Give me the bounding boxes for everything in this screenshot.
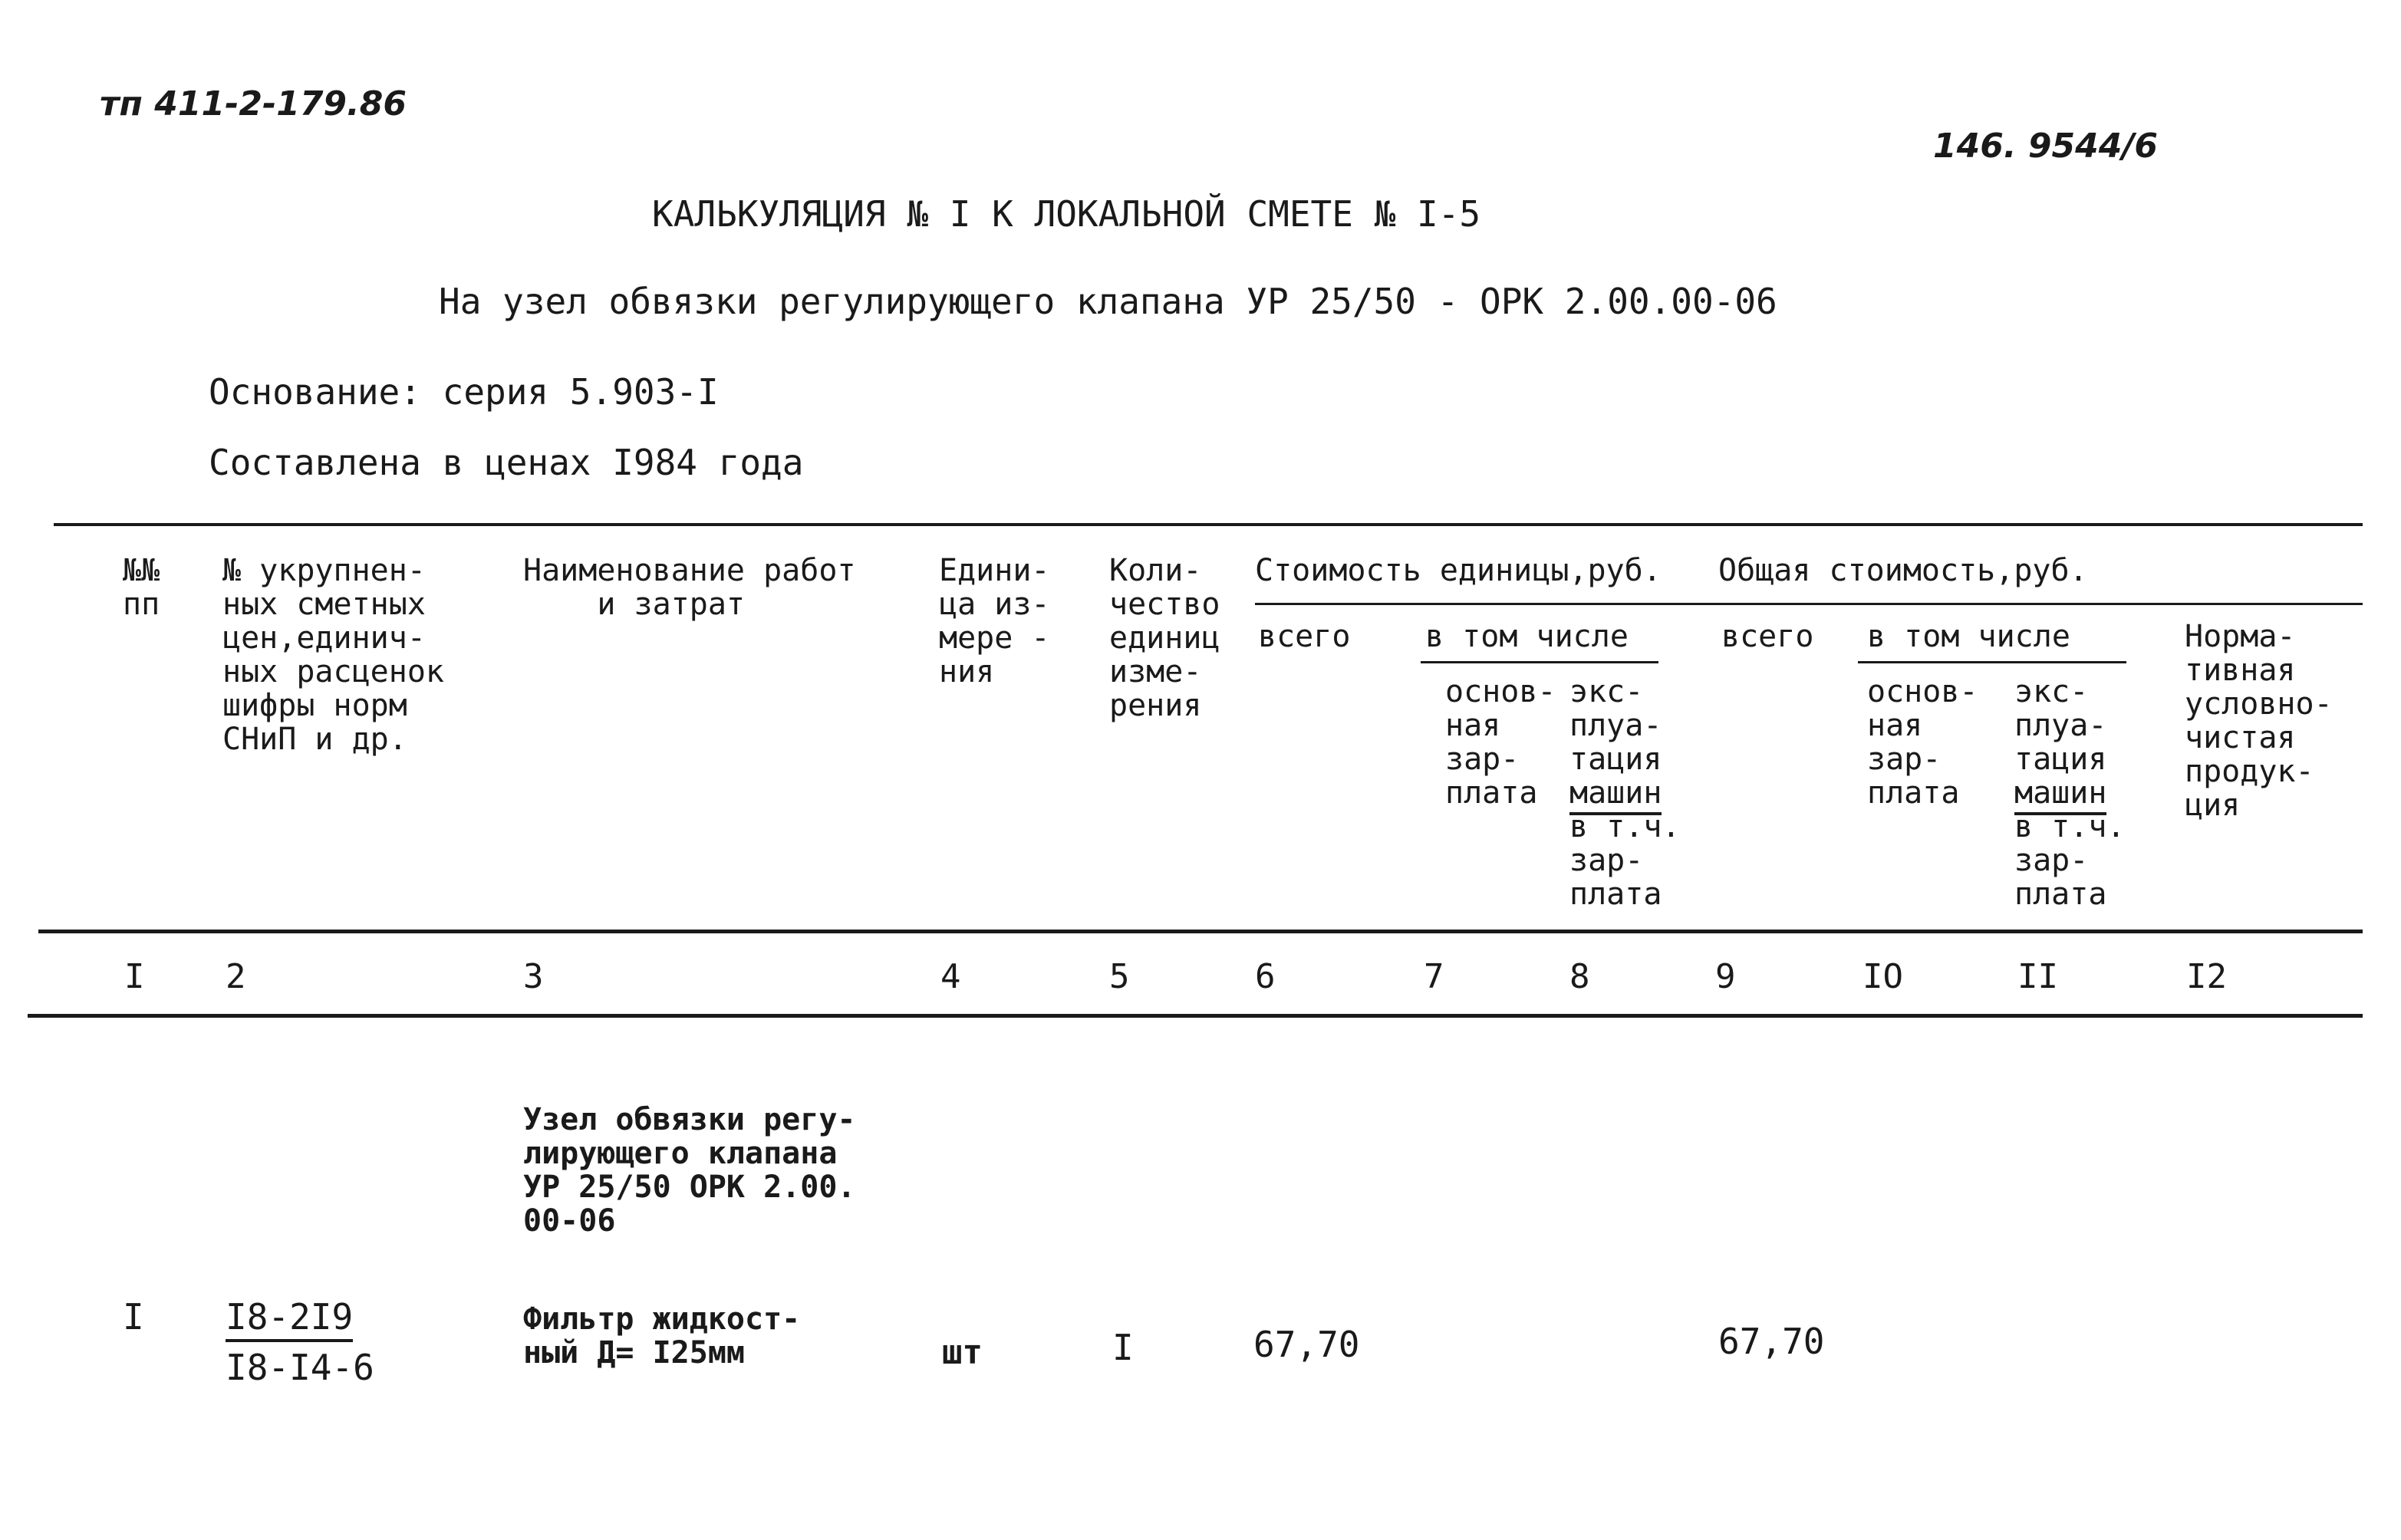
header-unit-machine-salary: в т.ч. зар- плата [1569, 809, 1681, 912]
header-work-name: Наименование работ и затрат [523, 553, 856, 622]
column-number: 2 [226, 957, 246, 996]
column-number: 4 [940, 957, 961, 996]
header-unit-cost: Стоимость единицы,руб. [1255, 553, 1662, 588]
header-total-machine-top: экс- плуа- тация [2014, 674, 2107, 777]
document-code-handwritten: тп 411-2-179.86 [100, 84, 407, 123]
header-quantity: Коли- чество единиц изме- рения [1109, 553, 1220, 723]
price-year-line: Составлена в ценах I984 года [209, 442, 804, 483]
header-unit-including: в том числе [1425, 619, 1629, 654]
header-total-base-salary: основ- ная зар- плата [1867, 674, 1978, 811]
column-numbers-rule [28, 1014, 2363, 1018]
column-number: I [124, 957, 145, 996]
archive-number-handwritten: 146. 9544/6 [1933, 127, 2159, 166]
row-name: Фильтр жидкост- ный Д= I25мм [523, 1301, 801, 1371]
header-grand-total: всего [1721, 619, 1814, 654]
basis-line: Основание: серия 5.903-I [209, 371, 719, 413]
header-unit-base-salary: основ- ная зар- плата [1445, 674, 1556, 811]
column-number: 8 [1569, 957, 1590, 996]
table-top-rule [54, 523, 2363, 526]
cost-group-rule [1255, 603, 2363, 605]
header-total-including: в том числе [1867, 619, 2070, 654]
header-unit: Едини- ца из- мере - ния [939, 553, 1050, 689]
row-total-cost: 67,70 [1718, 1321, 1825, 1362]
header-total-machines: машин [2014, 775, 2106, 815]
unit-breakdown-rule [1421, 661, 1658, 663]
document-title: КАЛЬКУЛЯЦИЯ № I К ЛОКАЛЬНОЙ СМЕТЕ № I-5 [652, 193, 1481, 235]
row-unit-cost-total: 67,70 [1253, 1324, 1360, 1365]
header-unit-machines: машин [1569, 775, 1662, 815]
column-number: 6 [1255, 957, 1276, 996]
column-number: II [2017, 957, 2058, 996]
header-unit-machine-top: экс- плуа- тация [1569, 674, 1662, 777]
total-breakdown-rule [1858, 661, 2126, 663]
header-net-production: Норма- тивная условно- чистая продук- ция [2185, 619, 2333, 823]
row-code-top: I8-2I9 [226, 1296, 353, 1338]
row-quantity: I [1112, 1327, 1134, 1368]
header-total-machine-operation [2014, 675, 2126, 911]
header-total-cost: Общая стоимость,руб. [1718, 553, 2088, 588]
column-number: 9 [1715, 957, 1736, 996]
document-subtitle: На узел обвязки регулирующего клапана УР 25/50 - ОРК 2.00.00-06 [439, 281, 1777, 322]
column-number: 7 [1424, 957, 1444, 996]
row-code-bottom: I8-I4-6 [226, 1347, 374, 1388]
header-row-number: №№ пп [123, 553, 160, 622]
row-number: I [123, 1296, 144, 1338]
section-title: Узел обвязки регу- лирующего клапана УР 25/50 ОРК 2.00. 00-06 [523, 1102, 856, 1239]
header-unit-machine-operation [1569, 675, 1681, 911]
header-unit-total: всего [1258, 619, 1351, 654]
header-price-code: № укрупнен- ных сметных цен,единич- ных расценок шифры норм СНиП и др. [222, 553, 444, 757]
column-number: 3 [523, 957, 544, 996]
header-bottom-rule [38, 930, 2363, 933]
row-unit: шт [942, 1333, 983, 1372]
column-number: IO [1863, 957, 1903, 996]
header-total-machine-salary: в т.ч. зар- плата [2014, 809, 2126, 912]
column-number: 5 [1109, 957, 1130, 996]
column-number: I2 [2186, 957, 2227, 996]
